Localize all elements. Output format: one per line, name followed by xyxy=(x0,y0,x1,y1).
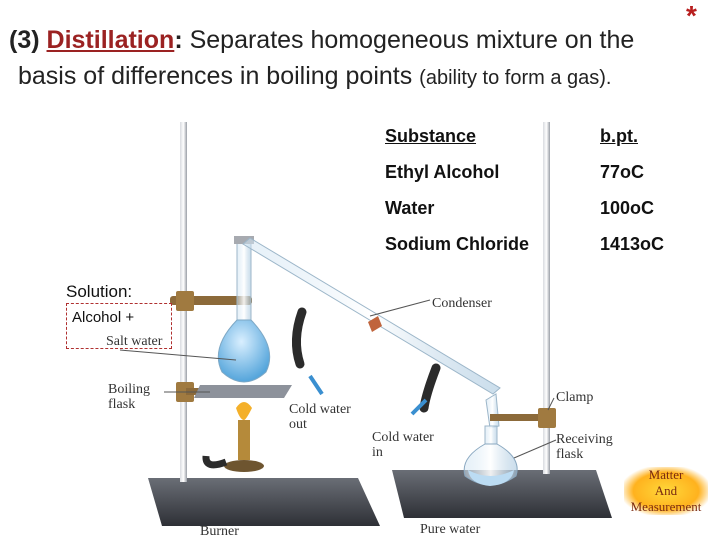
table-header-bpt: b.pt. xyxy=(600,126,638,146)
condenser-clamp-arm xyxy=(490,414,546,421)
burner-flame xyxy=(236,402,252,420)
label-clamp: Clamp xyxy=(556,390,594,405)
label-cold-water-in-line1: Cold water xyxy=(372,430,434,445)
heading-term: Distillation xyxy=(46,26,175,54)
boiling-flask-neck xyxy=(237,240,251,328)
solution-content: Alcohol + xyxy=(72,309,135,326)
label-boiling-flask xyxy=(108,382,150,412)
label-salt-water: Salt water xyxy=(106,334,163,349)
label-cold-water-in-line2: in xyxy=(372,445,383,460)
label-receiving-flask xyxy=(556,432,613,462)
label-boiling-flask-line1: Boiling xyxy=(108,382,151,397)
table-cell-substance: Water xyxy=(385,198,435,218)
label-boiling-flask-line2: flask xyxy=(108,397,136,412)
heading-text: Separates homogeneous mixture on the xyxy=(182,26,635,54)
nav-line1: Matter xyxy=(648,467,684,482)
table-cell-bpt: 100oC xyxy=(600,198,655,218)
water-out-hose xyxy=(296,312,302,364)
nav-line2: And xyxy=(654,483,678,498)
label-burner: Burner xyxy=(200,524,239,539)
boiling-flask-bulb xyxy=(218,320,269,382)
adapter-tube xyxy=(486,394,499,428)
solution-label: Solution: xyxy=(66,282,133,301)
label-cold-water-out-line2: out xyxy=(289,417,307,432)
gas-hose xyxy=(206,456,226,465)
label-receiving-flask-line1: Receiving xyxy=(556,432,613,447)
asterisk-mark: * xyxy=(686,0,697,31)
table-cell-bpt: 1413oC xyxy=(600,234,665,254)
condenser-clamp-boss xyxy=(538,408,556,428)
table-cell-bpt: 77oC xyxy=(600,162,645,182)
nav-line3: Measurement xyxy=(630,499,702,514)
heading-line2-text: basis of differences in boiling points xyxy=(18,62,420,90)
label-cold-water-out-line1: Cold water xyxy=(289,402,351,417)
table-cell-substance: Sodium Chloride xyxy=(385,234,529,254)
water-out-arrow xyxy=(310,376,322,394)
heading-line2-note: (ability to form a gas). xyxy=(419,67,612,89)
left-stand-base xyxy=(148,478,380,526)
burner-barrel xyxy=(238,420,250,460)
table-cell-substance: Ethyl Alcohol xyxy=(385,162,500,182)
receiving-flask-neck xyxy=(485,426,497,444)
table-header-substance: Substance xyxy=(385,126,477,146)
heading-number: (3) xyxy=(9,26,40,54)
matter-and-measurement-nav-link[interactable] xyxy=(624,467,708,515)
flask-clamp-boss xyxy=(176,291,194,311)
label-pure-water: Pure water xyxy=(420,522,481,537)
heading-colon: : xyxy=(174,26,183,54)
label-cold-water-out xyxy=(289,402,351,432)
condenser-pointer xyxy=(370,300,430,316)
label-cold-water-in xyxy=(372,430,434,460)
label-receiving-flask-line2: flask xyxy=(556,447,584,462)
label-condenser: Condenser xyxy=(432,296,492,311)
burner-base xyxy=(224,460,264,472)
